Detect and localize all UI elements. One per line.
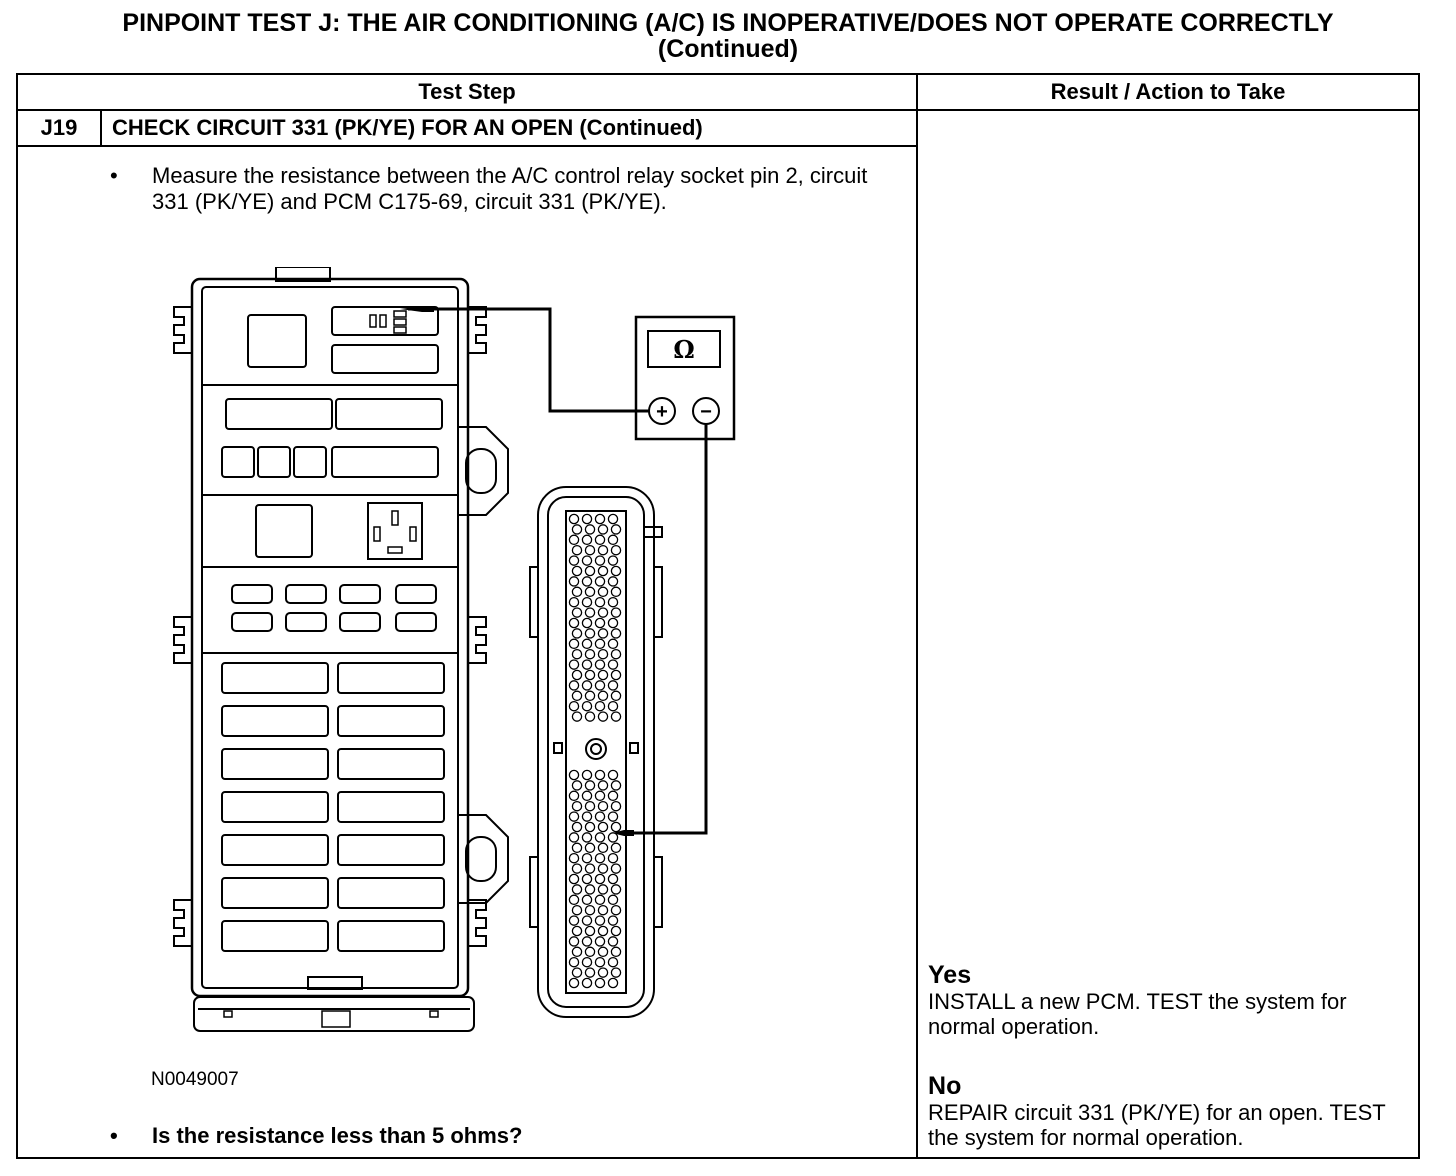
connector-pin xyxy=(585,947,594,956)
connector-pin xyxy=(608,958,617,967)
connector-pin xyxy=(585,885,594,894)
connector-pin xyxy=(611,926,620,935)
connector-pin xyxy=(598,670,607,679)
connector-pin xyxy=(595,978,604,987)
connector-pins xyxy=(569,514,620,987)
connector-pin xyxy=(572,947,581,956)
connector-pin xyxy=(582,681,591,690)
connector-pin xyxy=(572,802,581,811)
connector-pin xyxy=(608,577,617,586)
connector-pin xyxy=(569,854,578,863)
result-yes-action: INSTALL a new PCM. TEST the system for normal operation. xyxy=(928,989,1347,1039)
ohm-symbol: Ω xyxy=(673,335,695,364)
connector-pin xyxy=(569,791,578,800)
connector-pin xyxy=(595,770,604,779)
connector-pin xyxy=(611,566,620,575)
connector-pin xyxy=(598,885,607,894)
connector-pin xyxy=(569,978,578,987)
connector-pin xyxy=(608,916,617,925)
connector-pin xyxy=(598,947,607,956)
connector-pin xyxy=(572,968,581,977)
connector-pin xyxy=(569,702,578,711)
connector-pin xyxy=(595,660,604,669)
connector-pin xyxy=(585,566,594,575)
connector-pin xyxy=(572,525,581,534)
connector-pin xyxy=(611,670,620,679)
connector-pin xyxy=(608,874,617,883)
connector-pin xyxy=(582,770,591,779)
connector-pin xyxy=(585,802,594,811)
connector-pin xyxy=(608,854,617,863)
connector-pin xyxy=(611,525,620,534)
connector-pin xyxy=(598,650,607,659)
connector-pin xyxy=(608,791,617,800)
connector-pin xyxy=(608,681,617,690)
connector-pin xyxy=(595,791,604,800)
connector-pin xyxy=(611,822,620,831)
connector-pin xyxy=(569,639,578,648)
connector-pin xyxy=(608,639,617,648)
bullet-dot: • xyxy=(110,163,118,188)
connector-pin xyxy=(608,895,617,904)
minus-terminal-symbol: − xyxy=(700,401,712,423)
connector-pin xyxy=(608,556,617,565)
figure-id: N0049007 xyxy=(151,1069,239,1090)
page-title xyxy=(0,10,1456,62)
connector-pin xyxy=(611,968,620,977)
connector-pin xyxy=(598,864,607,873)
question-text: Is the resistance less than 5 ohms? xyxy=(152,1123,523,1148)
connector-pin xyxy=(611,843,620,852)
connector-pin xyxy=(582,514,591,523)
connector-pin xyxy=(572,864,581,873)
connector-pin xyxy=(611,691,620,700)
connector-pin xyxy=(598,525,607,534)
connector-pin xyxy=(569,916,578,925)
connector-pin xyxy=(598,906,607,915)
connector-pin xyxy=(572,608,581,617)
connector-pin xyxy=(598,587,607,596)
connector-pin xyxy=(582,577,591,586)
connector-pin xyxy=(598,608,607,617)
connector-pin xyxy=(595,514,604,523)
connector-pin xyxy=(582,812,591,821)
result-cell xyxy=(917,110,1419,1158)
connector-pin xyxy=(598,566,607,575)
connector-pin xyxy=(582,702,591,711)
connector-pin xyxy=(569,556,578,565)
connector-pin xyxy=(582,895,591,904)
connector-pin xyxy=(585,822,594,831)
connector-pin xyxy=(611,629,620,638)
connector-pin xyxy=(595,812,604,821)
connector-pin xyxy=(598,691,607,700)
connector-pin xyxy=(572,670,581,679)
connector-pin xyxy=(608,978,617,987)
connector-pin xyxy=(598,822,607,831)
wiring-diagram xyxy=(166,267,786,1067)
connector-pin xyxy=(608,702,617,711)
connector-pin xyxy=(608,937,617,946)
pcm-connector-c175 xyxy=(530,487,662,1017)
connector-pin xyxy=(595,916,604,925)
connector-pin xyxy=(582,958,591,967)
connector-pin xyxy=(595,639,604,648)
connector-pin xyxy=(572,822,581,831)
connector-pin xyxy=(569,514,578,523)
connector-pin xyxy=(585,546,594,555)
connector-pin xyxy=(585,670,594,679)
connector-pin xyxy=(569,812,578,821)
connector-pin xyxy=(585,843,594,852)
connector-pin xyxy=(582,598,591,607)
connector-pin xyxy=(569,937,578,946)
plus-terminal-symbol: + xyxy=(656,401,668,423)
connector-pin xyxy=(585,968,594,977)
connector-pin xyxy=(611,802,620,811)
header-test-step: Test Step xyxy=(17,74,917,110)
connector-pin xyxy=(569,577,578,586)
connector-pin xyxy=(582,833,591,842)
connector-pin xyxy=(582,660,591,669)
connector-pin xyxy=(598,926,607,935)
connector-pin xyxy=(595,854,604,863)
connector-pin xyxy=(608,812,617,821)
connector-pin xyxy=(572,781,581,790)
connector-pin xyxy=(585,926,594,935)
connector-pin xyxy=(598,629,607,638)
connector-pin xyxy=(569,535,578,544)
connector-pin xyxy=(582,639,591,648)
connector-pin xyxy=(598,712,607,721)
connector-pin xyxy=(585,712,594,721)
connector-pin xyxy=(585,587,594,596)
connector-pin xyxy=(572,546,581,555)
step-number: J19 xyxy=(17,110,101,146)
connector-pin xyxy=(572,712,581,721)
connector-pin xyxy=(611,906,620,915)
connector-pin xyxy=(582,874,591,883)
connector-pin xyxy=(572,906,581,915)
connector-pin xyxy=(582,937,591,946)
header-result: Result / Action to Take xyxy=(917,74,1419,110)
connector-pin xyxy=(611,712,620,721)
connector-pin xyxy=(585,906,594,915)
connector-pin xyxy=(582,535,591,544)
connector-pin xyxy=(572,885,581,894)
connector-pin xyxy=(611,587,620,596)
connector-pin xyxy=(611,781,620,790)
connector-pin xyxy=(608,598,617,607)
connector-pin xyxy=(595,874,604,883)
result-no-action: REPAIR circuit 331 (PK/YE) for an open. TEST the system for normal operation. xyxy=(928,1100,1386,1150)
connector-pin xyxy=(611,546,620,555)
connector-pin xyxy=(569,833,578,842)
connector-pin xyxy=(585,781,594,790)
connector-pin xyxy=(585,864,594,873)
connector-pin xyxy=(608,833,617,842)
title-continued: (Continued) xyxy=(657,35,799,63)
connector-pin xyxy=(585,691,594,700)
connector-pin xyxy=(569,958,578,967)
connector-pin xyxy=(569,770,578,779)
connector-pin xyxy=(582,556,591,565)
connector-pin xyxy=(572,629,581,638)
connector-pin xyxy=(595,535,604,544)
connector-pin xyxy=(582,978,591,987)
connector-pin xyxy=(611,947,620,956)
result-yes xyxy=(928,961,1398,1039)
connector-pin xyxy=(572,587,581,596)
connector-pin xyxy=(572,926,581,935)
connector-pin xyxy=(582,618,591,627)
connector-pin xyxy=(595,833,604,842)
connector-pin xyxy=(598,968,607,977)
connector-pin xyxy=(598,802,607,811)
connector-pin xyxy=(569,660,578,669)
instruction-text: Measure the resistance between the A/C control relay socket pin 2, circuit 331 (PK/YE) and PCM C175-69, circuit 331 (PK/YE). xyxy=(152,163,868,214)
result-no xyxy=(928,1072,1398,1150)
connector-pin xyxy=(595,958,604,967)
connector-pin xyxy=(569,895,578,904)
title-main: PINPOINT TEST J: THE AIR CONDITIONING (A/C) IS INOPERATIVE/DOES NOT OPERATE CORRECTLY xyxy=(122,9,1334,37)
connector-pin xyxy=(595,895,604,904)
connector-pin xyxy=(585,525,594,534)
connector-pin xyxy=(608,514,617,523)
connector-pin xyxy=(572,691,581,700)
connector-pin xyxy=(569,874,578,883)
connector-pin xyxy=(611,885,620,894)
connector-pin xyxy=(582,916,591,925)
connector-pin xyxy=(582,854,591,863)
connector-pin xyxy=(611,650,620,659)
result-yes-label: Yes xyxy=(928,961,972,989)
connector-pin xyxy=(582,791,591,800)
connector-pin xyxy=(608,618,617,627)
question-bullet xyxy=(110,1123,910,1149)
connector-pin xyxy=(585,650,594,659)
connector-pin xyxy=(569,618,578,627)
connector-pin xyxy=(608,535,617,544)
connector-pin xyxy=(611,608,620,617)
instruction-bullet xyxy=(110,163,910,215)
connector-pin xyxy=(572,566,581,575)
connector-pin xyxy=(585,629,594,638)
connector-pin xyxy=(595,618,604,627)
step-title: CHECK CIRCUIT 331 (PK/YE) FOR AN OPEN (Continued) xyxy=(101,110,917,146)
connector-pin xyxy=(585,608,594,617)
connector-pin xyxy=(598,843,607,852)
connector-pin xyxy=(598,546,607,555)
result-no-label: No xyxy=(928,1072,962,1100)
connector-pin xyxy=(572,650,581,659)
connector-pin xyxy=(595,702,604,711)
pinpoint-test-table xyxy=(16,73,1420,1159)
fuse-relay-box xyxy=(174,267,508,1031)
connector-pin xyxy=(608,770,617,779)
connector-pin xyxy=(598,781,607,790)
connector-pin xyxy=(595,556,604,565)
connector-pin xyxy=(595,681,604,690)
connector-pin xyxy=(569,598,578,607)
connector-pin xyxy=(611,864,620,873)
connector-pin xyxy=(569,681,578,690)
test-step-body xyxy=(17,146,917,1158)
connector-pin xyxy=(572,843,581,852)
bullet-dot: • xyxy=(110,1123,118,1148)
connector-pin xyxy=(595,598,604,607)
connector-pin xyxy=(595,937,604,946)
connector-pin xyxy=(608,660,617,669)
connector-pin xyxy=(595,577,604,586)
